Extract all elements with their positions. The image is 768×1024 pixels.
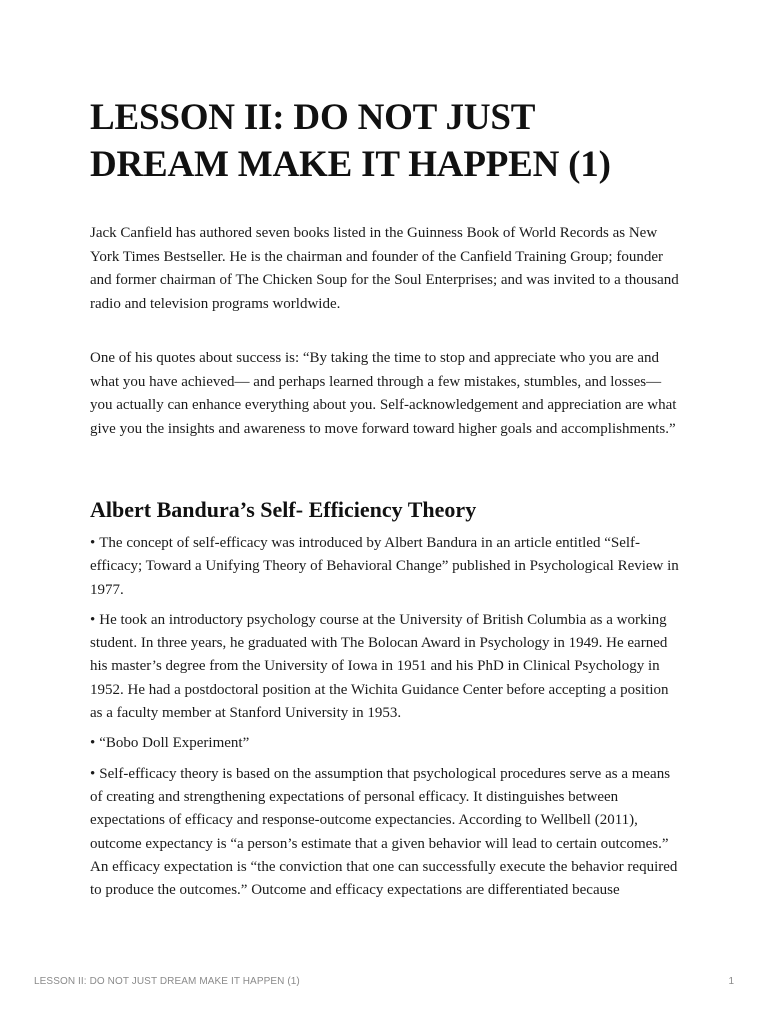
bullet-icon: • <box>90 535 96 551</box>
page-content <box>90 94 680 909</box>
bullet-item <box>90 532 680 602</box>
bullet-text: “Bobo Doll Experiment” <box>99 735 250 752</box>
intro-paragraph: Jack Canfield has authored seven books listed in the Guinness Book of World Records as New York Times Bestseller. He is the chairman and founder of the Canfield Training Group; founder and former chairman of The Chicken Soup for the Soul Enterprises; and was invited to a thousand radio and television programs worldwide. <box>90 225 679 312</box>
bullet-item <box>90 609 680 725</box>
bullet-item <box>90 763 680 903</box>
section-heading: Albert Bandura’s Self- Efficiency Theory <box>90 497 477 522</box>
bullet-text: Self-efficacy theory is based on the assumption that psychological procedures serve as a means of creating and strengthening expectations of personal efficacy. It distinguishes between expectations of efficacy and response-outcome expectancies. According to Wellbell (2011), outcome expectancy is “a person’s estimate that a given behavior will lead to certain outcomes.” An efficacy expectation is “the conviction that one can successfully execute the behavior required to produce the outcomes.” Outcome and efficacy expectations are differentiated because <box>90 765 678 899</box>
bullet-item <box>90 732 680 755</box>
bullet-icon: • <box>90 735 96 752</box>
bullet-icon: • <box>90 765 96 782</box>
footer-running-title: LESSON II: DO NOT JUST DREAM MAKE IT HAPPEN (1) <box>34 976 300 987</box>
quote-paragraph: One of his quotes about success is: “By taking the time to stop and appreciate who you are and what you have achieved— and perhaps learned through a few mistakes, stumbles, and losses—you actually can enhance everything about you. Self-acknowledgement and appreciation are what give you the insights and awareness to move forward toward higher goals and accomplishments.” <box>90 350 677 437</box>
page-title: LESSON II: DO NOT JUST DREAM MAKE IT HAPPEN (1) <box>90 97 611 185</box>
bullet-icon: • <box>90 611 96 628</box>
footer-page-number: 1 <box>728 976 734 987</box>
bullet-text: He took an introductory psychology course at the University of British Columbia as a working student. In three years, he graduated with The Bolocan Award in Psychology in 1949. He earned his master’s degree from the University of Iowa in 1951 and his PhD in Clinical Psychology in 1952. He had a postdoctoral position at the Wichita Guidance Center before accepting a position as a faculty member at Stanford University in 1953. <box>90 611 669 722</box>
bullet-text: The concept of self-efficacy was introduced by Albert Bandura in an article entitled “Self-efficacy; Toward a Unifying Theory of Behavioral Change” published in Psychological Review in 1977. <box>90 535 679 598</box>
bullet-list <box>90 532 680 902</box>
